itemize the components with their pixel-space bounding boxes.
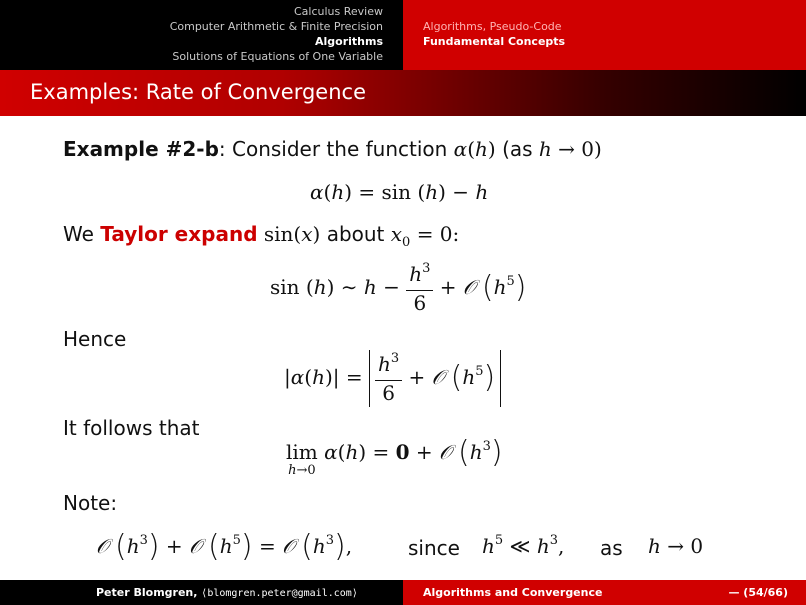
h-to-zero-math: h → 0) bbox=[538, 137, 602, 161]
note-label: Note: bbox=[63, 491, 118, 515]
as-text: as bbox=[600, 536, 623, 560]
nav-section-calculus-review[interactable]: Calculus Review bbox=[294, 5, 383, 18]
example-line bbox=[63, 137, 602, 161]
nav-subsection-fundamental-concepts[interactable]: Fundamental Concepts bbox=[423, 35, 566, 48]
footer-author-bar bbox=[0, 580, 403, 605]
alpha-h-math: α(h) bbox=[453, 137, 496, 161]
taylor-line bbox=[63, 222, 459, 250]
follows-label: It follows that bbox=[63, 416, 200, 440]
x0-math: $x_0 = 0$: bbox=[390, 222, 460, 250]
footer-author bbox=[96, 586, 358, 599]
equation-limit: lim h→0 α(h) = 0 + 𝒪 $(h^3)$ bbox=[286, 435, 503, 478]
nav-section-algorithms[interactable]: Algorithms bbox=[314, 35, 383, 48]
nav-section-solutions[interactable]: Solutions of Equations of One Variable bbox=[172, 50, 383, 63]
footer-talk-title: Algorithms and Convergence bbox=[423, 586, 603, 599]
as-paren-text: (as bbox=[502, 137, 533, 161]
h-to-zero-final-math: h → 0 bbox=[648, 534, 704, 558]
footer-title-bar bbox=[403, 580, 806, 605]
we-text: We bbox=[63, 222, 94, 246]
header-subsection-nav bbox=[403, 0, 806, 70]
about-text: about bbox=[326, 222, 385, 246]
equation-big-o-sum: 𝒪 $(h^3)$ + 𝒪 $(h^5)$ = 𝒪 $(h^3)$, bbox=[96, 529, 353, 564]
nav-section-computer-arithmetic[interactable]: Computer Arithmetic & Finite Precision bbox=[169, 20, 383, 33]
frame-title-bar bbox=[0, 70, 806, 116]
taylor-expand-label: Taylor expand bbox=[100, 222, 258, 246]
footer-email: ⟨blomgren.peter@gmail.com⟩ bbox=[201, 588, 358, 599]
limit-operator: lim h→0 bbox=[286, 440, 318, 478]
example-text: : Consider the function bbox=[218, 137, 448, 161]
footer-author-name: Peter Blomgren, bbox=[96, 586, 198, 599]
h-cubed-over-six-fraction: $\frac{h^3}{6}$ bbox=[406, 262, 433, 315]
h5-much-less-h3-math: $h^5$ ≪ $h^3$, bbox=[482, 533, 565, 558]
sin-x-math: sin(x) bbox=[263, 222, 321, 246]
equation-abs-alpha: |α(h)| = $\frac{h^3}{6}$ + 𝒪 $(h^5)$ bbox=[284, 350, 501, 407]
equation-taylor-series: sin (h) ∼ h − $\frac{h^3}{6}$ + 𝒪 $(h^5)$ bbox=[270, 261, 527, 315]
nav-subsection-pseudo-code[interactable]: Algorithms, Pseudo-Code bbox=[423, 20, 562, 33]
footer-page-number: — (54/66) bbox=[728, 586, 788, 599]
equation-alpha-definition: α(h) = sin (h) − h bbox=[310, 180, 489, 204]
abs-value-expression: $\frac{h^3}{6}$ + 𝒪 $(h^5)$ bbox=[369, 350, 501, 407]
example-label: Example #2-b bbox=[63, 137, 219, 161]
header-section-nav bbox=[0, 0, 403, 70]
since-text: since bbox=[408, 536, 460, 560]
h-cubed-over-six-fraction-2: $\frac{h^3}{6}$ bbox=[375, 352, 402, 405]
hence-label: Hence bbox=[63, 327, 127, 351]
frame-title: Examples: Rate of Convergence bbox=[30, 80, 366, 104]
